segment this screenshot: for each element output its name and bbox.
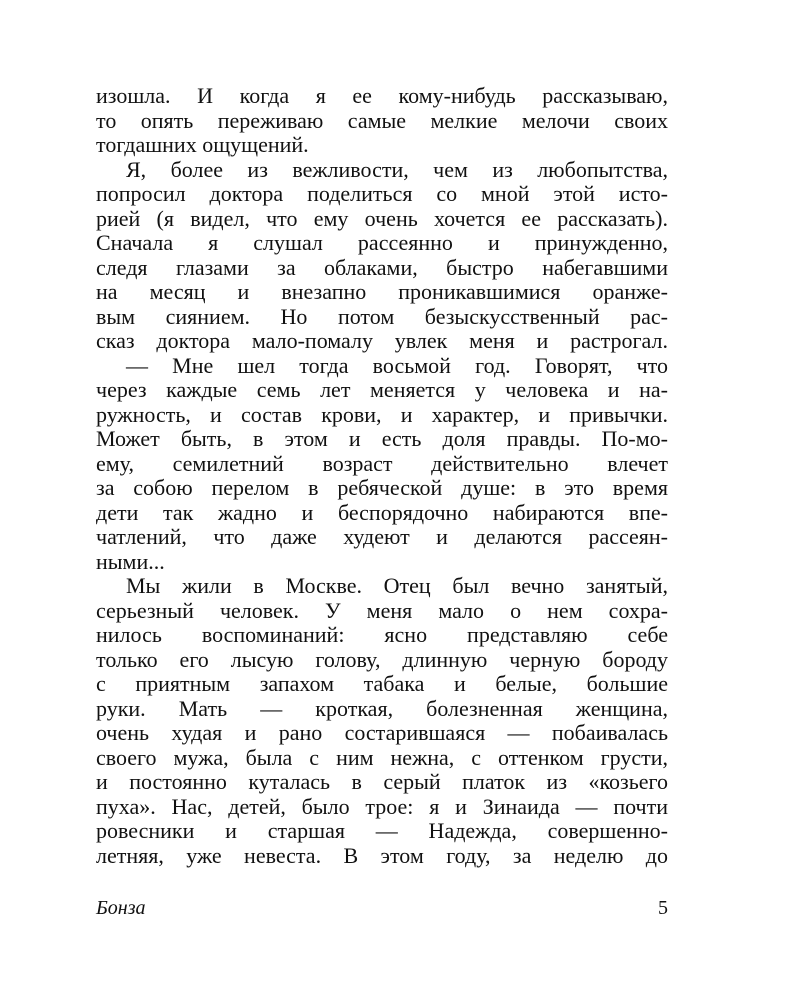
text-line: Сначала я слушал рассеянно и принужденно, [96, 231, 668, 255]
text-line: дети так жадно и беспорядочно набираются впе- [96, 500, 668, 525]
page-number: 5 [658, 897, 668, 919]
text-line: тогдашних ощущений. [96, 133, 309, 157]
text-line: ровесники и старшая — Надежда, совершенно- [96, 819, 668, 843]
text-line: пуха». Нас, детей, было трое: я и Зинаида — почти [96, 794, 668, 819]
text-line: нилось воспоминаний: ясно представляю себе [96, 623, 668, 647]
text-line: и постоянно куталась в серый платок из «козьего [96, 770, 668, 794]
text-line: чатлений, что даже худеют и делаются рассеян- [96, 525, 668, 549]
text-line: Мы жили в Москве. Отец был вечно занятый, [126, 574, 668, 598]
text-line: ными... [96, 549, 165, 574]
page-body [96, 84, 668, 868]
text-line: за собою перелом в ребяческой душе: в это время [96, 476, 668, 500]
text-line: руки. Мать — кроткая, болезненная женщина, [96, 696, 668, 721]
running-title: Бонза [96, 897, 146, 919]
text-line: то опять переживаю самые мелкие мелочи своих [96, 108, 668, 133]
text-line: рией (я видел, что ему очень хочется ее рассказать). [96, 206, 668, 231]
text-line: вым сиянием. Но потом безыскусственный рас- [96, 304, 668, 329]
text-line: своего мужа, была с ним нежна, с оттенком грусти, [96, 745, 668, 770]
text-line: попросил доктора поделиться со мной этой исто- [96, 182, 668, 206]
text-line: с приятным запахом табака и белые, большие [96, 672, 668, 696]
text-line: Может быть, в этом и есть доля правды. По-мо- [96, 427, 668, 451]
text-line: очень худая и рано состарившаяся — побаивалась [96, 721, 668, 745]
text-line: через каждые семь лет меняется у человека и на- [96, 378, 668, 402]
text-line: изошла. И когда я ее кому-нибудь рассказываю, [96, 84, 668, 108]
text-line: ружность, и состав крови, и характер, и привычки. [96, 402, 668, 427]
text-line: — Мне шел тогда восьмой год. Говорят, что [126, 353, 668, 378]
text-line: сказ доктора мало-помалу увлек меня и растрогал. [96, 329, 668, 353]
text-line: летняя, уже невеста. В этом году, за неделю до [96, 843, 668, 868]
text-line: Я, более из вежливости, чем из любопытства, [126, 157, 668, 182]
text-line: ему, семилетний возраст действительно влечет [96, 451, 668, 476]
text-line: следя глазами за облаками, быстро набегавшими [96, 255, 668, 280]
page-footer [96, 896, 668, 920]
text-line: серьезный человек. У меня мало о нем сохра- [96, 598, 668, 623]
text-line: только его лысую голову, длинную черную бороду [96, 647, 668, 672]
text-line: на месяц и внезапно проникавшимися оранже- [96, 280, 668, 304]
